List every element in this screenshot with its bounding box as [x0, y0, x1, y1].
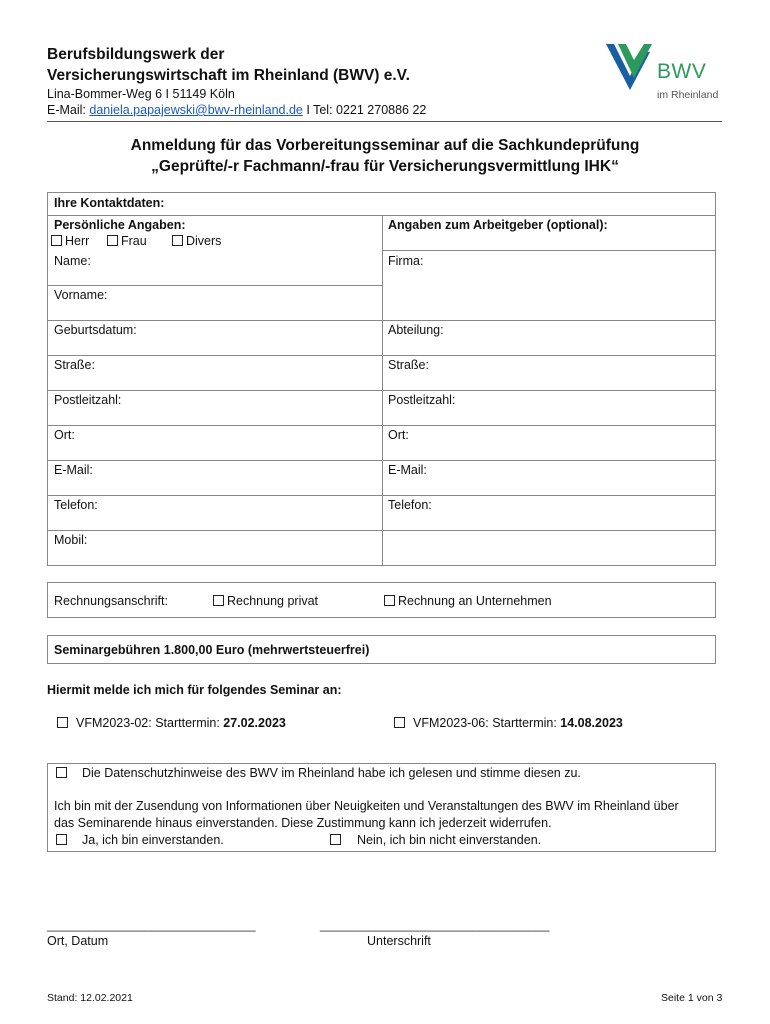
checkbox-icon[interactable]: [172, 235, 183, 246]
place-date-label: Ort, Datum: [47, 934, 109, 948]
option-label: Rechnung privat: [227, 594, 319, 608]
row-divider: [47, 460, 716, 461]
field-vorname[interactable]: Vorname:: [54, 288, 108, 302]
option-date: 27.02.2023: [223, 716, 286, 730]
seminar-intro: Hiermit melde ich mich für folgendes Seminar an:: [47, 683, 342, 697]
org-name-line1: Berufsbildungswerk der: [47, 46, 225, 63]
salutation-label: Frau: [121, 234, 147, 248]
info-consent-line1: Ich bin mit der Zusendung von Informationen über Neuigkeiten und Veranstaltungen des BWV im Rheinland über: [54, 799, 679, 813]
consent-yes-checkbox[interactable]: [56, 834, 67, 845]
seminar-option-1[interactable]: [57, 716, 286, 730]
row-divider: [47, 425, 716, 426]
row-divider: [47, 530, 716, 531]
organization-name: [47, 44, 410, 86]
option-label: Rechnung an Unternehmen: [398, 594, 552, 608]
address-line: Lina-Bommer-Weg 6 I 51149 Köln: [47, 87, 235, 101]
billing-private-option[interactable]: [213, 594, 318, 608]
checkbox-icon[interactable]: [51, 235, 62, 246]
contact-heading: Ihre Kontaktdaten:: [54, 196, 165, 210]
salutation-divers[interactable]: [172, 234, 221, 248]
personal-heading: Persönliche Angaben:: [54, 218, 186, 232]
org-name-line2: Versicherungswirtschaft im Rheinland (BWV) e.V.: [47, 67, 410, 84]
employer-strasse[interactable]: Straße:: [388, 358, 429, 372]
employer-postleitzahl[interactable]: Postleitzahl:: [388, 393, 456, 407]
employer-firma[interactable]: Firma:: [388, 254, 424, 268]
consent-no-label: Nein, ich bin nicht einverstanden.: [357, 833, 542, 847]
checkbox-icon[interactable]: [107, 235, 118, 246]
seminar-option-2[interactable]: [394, 716, 623, 730]
form-title-line2: „Geprüfte/-r Fachmann/-frau für Versicherungsvermittlung IHK“: [151, 158, 619, 175]
row-divider: [382, 250, 716, 251]
logo-subtitle: im Rheinland: [657, 89, 719, 101]
contact-line: [47, 102, 426, 118]
checkbox-icon[interactable]: [384, 595, 395, 606]
organization-address: [47, 86, 426, 118]
privacy-checkbox[interactable]: [56, 767, 67, 778]
field-geburtsdatum[interactable]: Geburtsdatum:: [54, 323, 137, 337]
info-consent-line2: das Seminarende hinaus einverstanden. Diese Zustimmung kann ich jederzeit widerrufen.: [54, 816, 552, 830]
footer-page-number: Seite 1 von 3: [661, 992, 723, 1004]
place-date-line[interactable]: ______________________________: [47, 918, 256, 932]
row-divider: [47, 390, 716, 391]
row-divider: [47, 285, 382, 286]
employer-heading: Angaben zum Arbeitgeber (optional):: [388, 218, 608, 232]
field-mobil[interactable]: Mobil:: [54, 533, 88, 547]
employer-abteilung[interactable]: Abteilung:: [388, 323, 444, 337]
employer-telefon[interactable]: Telefon:: [388, 498, 432, 512]
salutation-label: Herr: [65, 234, 90, 248]
salutation-herr[interactable]: [51, 234, 89, 248]
form-title-line1: Anmeldung für das Vorbereitungsseminar auf die Sachkundeprüfung: [130, 137, 640, 154]
signature-line[interactable]: _________________________________: [320, 918, 550, 932]
field-ort[interactable]: Ort:: [54, 428, 75, 442]
field-name[interactable]: Name:: [54, 254, 91, 268]
salutation-label: Divers: [186, 234, 222, 248]
salutation-frau[interactable]: [107, 234, 147, 248]
billing-company-option[interactable]: [384, 594, 552, 608]
consent-no-checkbox[interactable]: [330, 834, 341, 845]
option-date: 14.08.2023: [560, 716, 623, 730]
option-label: VFM2023-06: Starttermin:: [413, 716, 561, 730]
checkbox-icon[interactable]: [57, 717, 68, 728]
field-strasse[interactable]: Straße:: [54, 358, 95, 372]
field-email[interactable]: E-Mail:: [54, 463, 93, 477]
signature-label: Unterschrift: [367, 934, 431, 948]
header-divider: [47, 121, 722, 122]
tel-text: I Tel: 0221 270886 22: [302, 103, 427, 117]
privacy-text: Die Datenschutzhinweise des BWV im Rheinland habe ich gelesen und stimme diesen zu.: [82, 766, 581, 780]
email-link[interactable]: daniela.papajewski@bwv-rheinland.de: [89, 103, 303, 117]
field-telefon[interactable]: Telefon:: [54, 498, 98, 512]
field-postleitzahl[interactable]: Postleitzahl:: [54, 393, 122, 407]
email-prefix: E-Mail:: [47, 103, 90, 117]
checkbox-icon[interactable]: [213, 595, 224, 606]
employer-email[interactable]: E-Mail:: [388, 463, 427, 477]
row-divider: [47, 495, 716, 496]
billing-label: Rechnungsanschrift:: [54, 594, 168, 608]
employer-ort[interactable]: Ort:: [388, 428, 409, 442]
footer-stand: Stand: 12.02.2021: [47, 992, 133, 1004]
consent-yes-label: Ja, ich bin einverstanden.: [82, 833, 224, 847]
logo-text: BWV: [657, 60, 707, 83]
option-label: VFM2023-02: Starttermin:: [76, 716, 224, 730]
row-divider: [47, 320, 716, 321]
row-divider: [47, 355, 716, 356]
checkbox-icon[interactable]: [394, 717, 405, 728]
fees-text: Seminargebühren 1.800,00 Euro (mehrwertsteuerfrei): [54, 643, 370, 657]
